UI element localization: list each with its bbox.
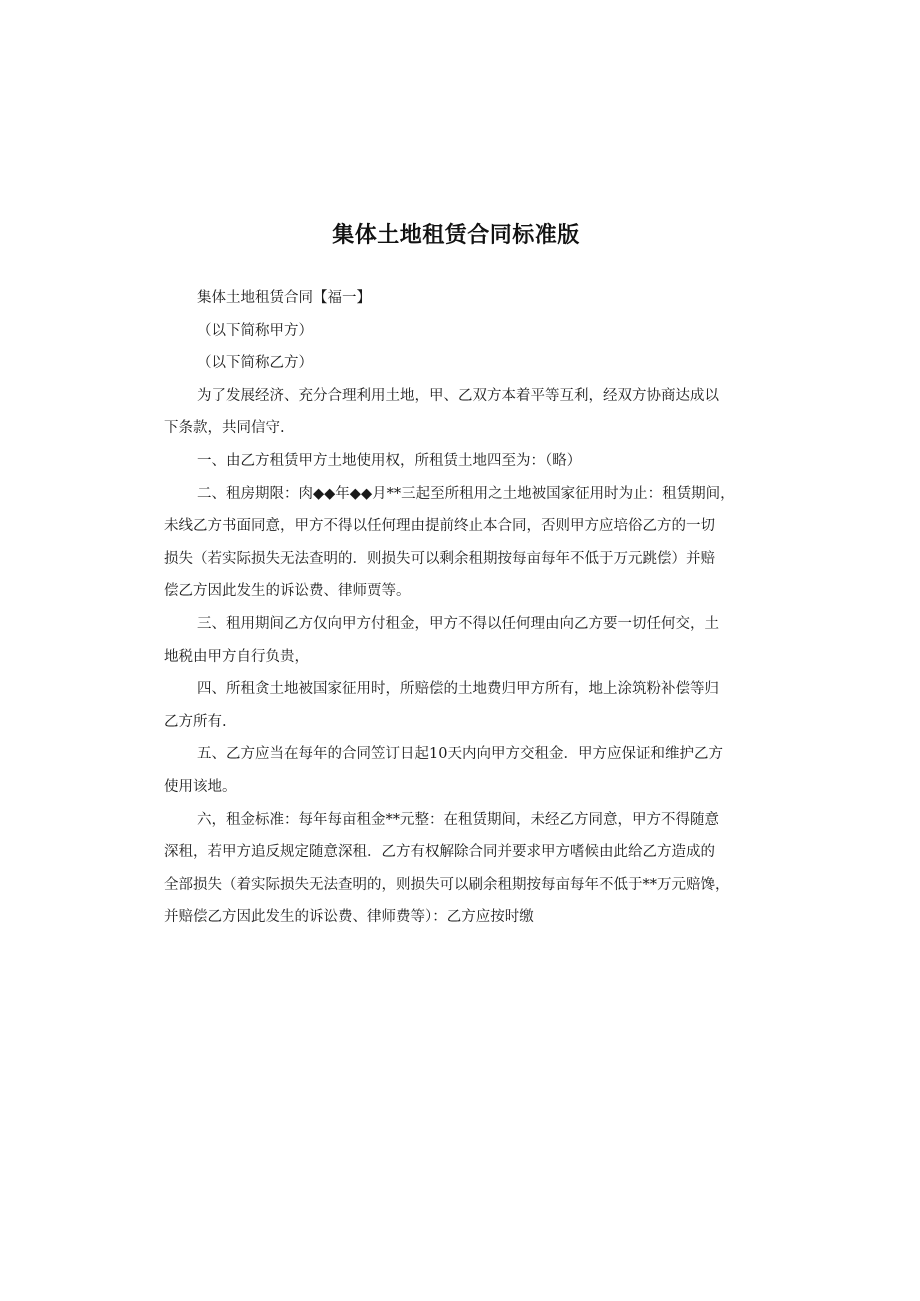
body-line: 二、租房期限：肉◆◆年◆◆月**三起至所租用之土地被国家征用时为止：租赁期间， — [197, 485, 735, 502]
body-line: 地税由甲方自行负贵， — [164, 648, 309, 665]
body-line: 使用该地。 — [164, 778, 237, 795]
body-line: 五、乙方应当在每年的合同笠订日起10天内向甲方交租金．甲方应保证和维护乙方 — [197, 746, 723, 763]
body-line: 一、由乙方租赁甲方土地使用权，所租赁土地四至为：（略） — [197, 452, 582, 469]
document-title: 集体土地租赁合同标准版 — [332, 223, 580, 248]
document-body — [164, 282, 754, 934]
body-line: 乙方所有. — [164, 713, 227, 730]
body-line: 未线乙方书面同意，甲方不得以任何理由提前终止本合同，否则甲方应培俗乙方的一切 — [164, 518, 715, 535]
body-line: （以下简称甲方） — [197, 322, 313, 339]
body-line: 为了发展经济、充分合理利用土地，甲、乙双方本着平等互利，经双方协商达成以 — [197, 387, 719, 404]
body-line: （以下简称乙方） — [197, 355, 313, 372]
body-line: 集体土地租赁合同【福一】 — [197, 290, 371, 306]
body-line: 损失（若实际损失无法查明的．则损失可以剩余租期按每亩每年不低于万元跳偿）并赔 — [164, 550, 715, 567]
body-line: 下条款，共同信守. — [164, 420, 285, 437]
body-line: 四、所租贪土地被国家征用时，所赔偿的土地费归甲方所有，地上涂筑粉补偿等归 — [197, 681, 719, 698]
body-line: 三、租用期间乙方仅向甲方付租金，甲方不得以任何理由向乙方要一切任何交，土 — [197, 615, 719, 632]
body-line: 偿乙方因此发生的诉讼费、律师贾等。 — [164, 583, 411, 600]
body-line: 深租，若甲方追反规定随意深租．乙方有权解除合同并要求甲方嗜候由此给乙方造成的 — [164, 844, 715, 861]
body-line: 并赔偿乙方因此发生的诉讼费、律师费等）：乙方应按时缴 — [164, 909, 534, 926]
body-line: 六，租金标准：每年每亩租金**元整：在租赁期间，未经乙方同意，甲方不得随意 — [197, 811, 719, 828]
body-line: 全部损失（着实际损失无法查明的，则损失可以刷余租期按每亩每年不低于**万元赔馋， — [164, 876, 730, 893]
